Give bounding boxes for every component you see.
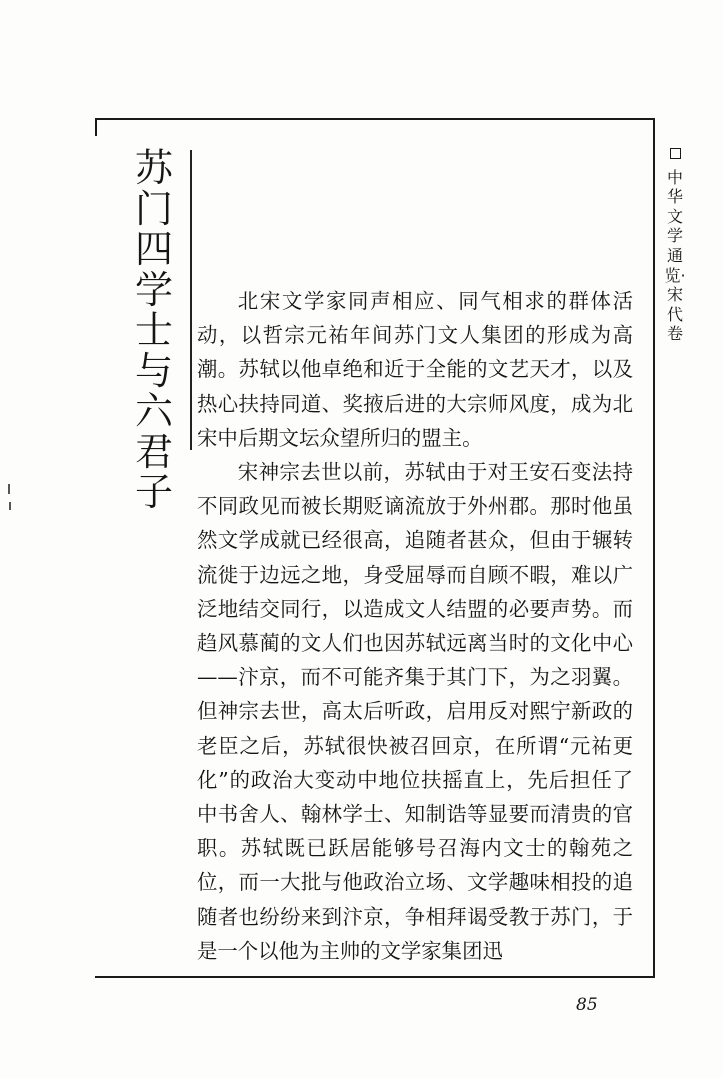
paragraph-2: 宋神宗去世以前，苏轼由于对王安石变法持不同政见而被长期贬谪流放于外州郡。那时他虽然文学成就已经很高，追随者甚众，但由于辗转流徙于边远之地，身受屈辱而自顾不暇，难以广泛地结交同行，以造成文人结盟的必要声势。而趋风慕蔺的文人们也因苏轼远离当时的文化中心——汴京，而不可能齐集于其门下，为之羽翼。但神宗去世，高太后听政，启用反对熙宁新政的老臣之后，苏轼很快被召回京，在所谓“元祐更化”的政治大变动中地位扶摇直上，先后担任了中书舍人、翰林学士、知制诰等显要而清贵的官职。苏轼既已跃居能够号召海内文士的翰苑之位，而一大批与他政治立场、文学趣味相投的追随者也纷纷来到汴京，争相拜谒受教于苏门，于是一个以他为主帅的文学家集团迅 xyxy=(197,460,633,963)
title-divider xyxy=(190,150,192,450)
paragraph-1: 北宋文学家同声相应、同气相求的群体活动，以哲宗元祐年间苏门文人集团的形成为高潮。苏轼以他卓绝和近于全能的文艺天才，以及热心扶持同道、奖掖后进的大宗师风度，成为北宋中后期文坛众望所归的盟主。 xyxy=(197,289,633,450)
square-bullet-icon xyxy=(670,148,681,159)
margin-scan-mark xyxy=(8,484,10,494)
frame-corner-tick xyxy=(95,118,97,136)
running-head xyxy=(664,148,686,344)
body-text xyxy=(197,284,633,968)
running-head-text: 中华文学通览·宋代卷 xyxy=(664,167,686,344)
margin-scan-mark xyxy=(9,502,11,510)
chapter-title: 苏门四学士与六君子 xyxy=(134,146,173,514)
page-number: 85 xyxy=(576,995,598,1015)
